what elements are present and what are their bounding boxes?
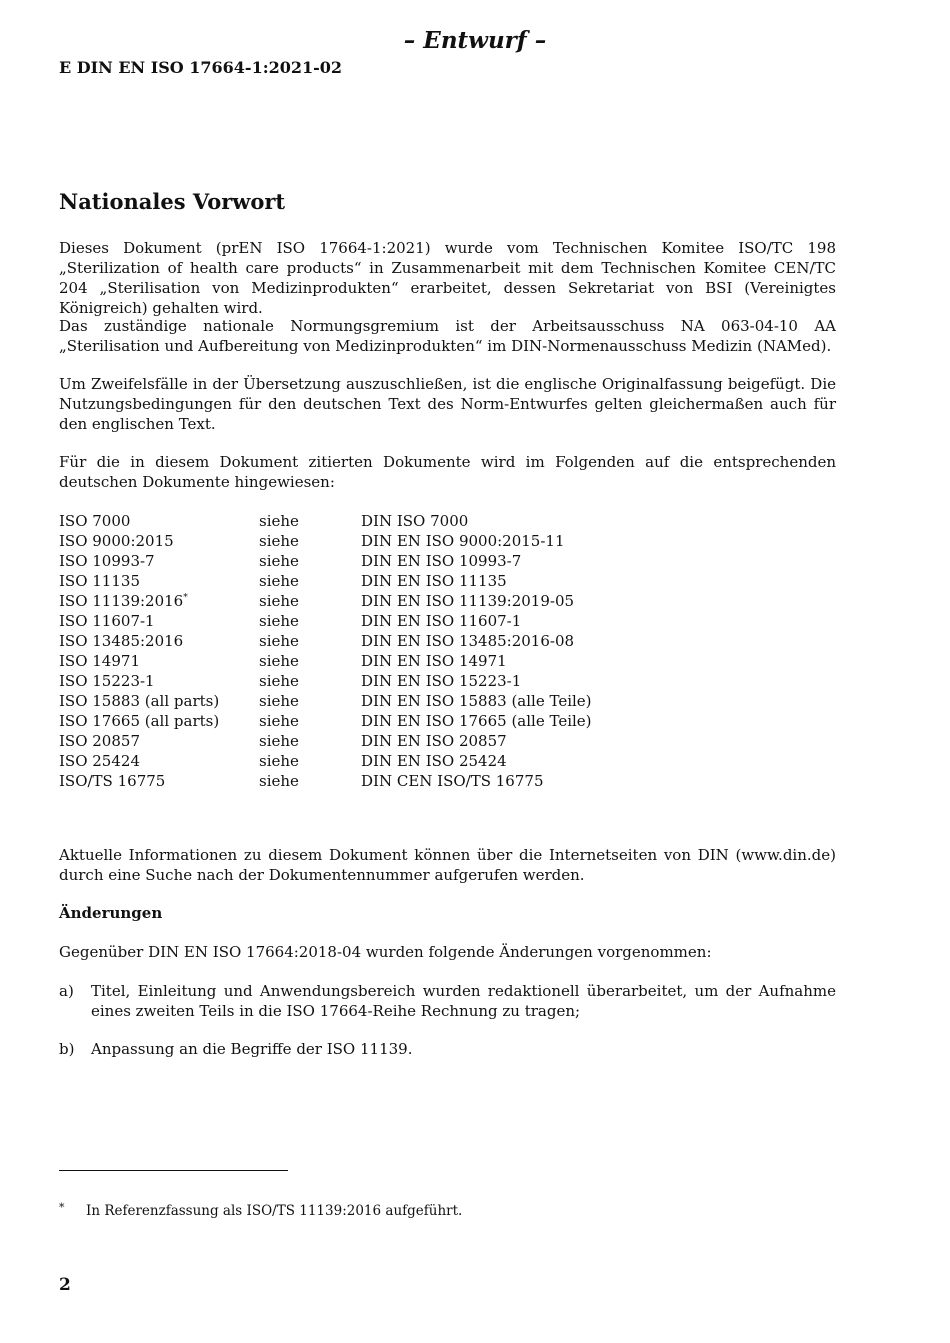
footnote-separator [59,1170,288,1171]
footnote-text: In Referenzfassung als ISO/TS 11139:2016 aufgeführt. [86,1203,463,1219]
din-reference: DIN EN ISO 25424 [361,752,507,770]
reference-row [59,531,759,551]
din-reference: DIN EN ISO 15883 (alle Teile) [361,692,592,710]
iso-reference [59,651,259,671]
iso-reference-label: ISO 7000 [59,512,131,530]
list-marker: b) [59,1040,75,1058]
din-reference: DIN EN ISO 13485:2016-08 [361,632,575,650]
footnote-marker: * [59,1201,65,1214]
see-label: siehe [259,672,299,690]
see-label: siehe [259,752,299,770]
document-id: E DIN EN ISO 17664-1:2021-02 [59,58,343,77]
din-reference: DIN CEN ISO/TS 16775 [361,772,544,790]
iso-reference-label: ISO 20857 [59,732,140,750]
list-item-text: Titel, Einleitung und Anwendungsbereich wurden redaktionell überarbeitet, um der Aufnahme eines zweiten Teils in die ISO 17664-Reihe Rechnung zu tragen; [91,982,836,1020]
see-label: siehe [259,512,299,530]
see-label: siehe [259,772,299,790]
iso-reference-label: ISO 14971 [59,652,140,670]
paragraph-translation: Um Zweifelsfälle in der Übersetzung auszuschließen, ist die englische Originalfassung beigefügt. Die Nutzungsbedingungen für den deutschen Text des Norm-Entwurfes gelten gleichermaßen auch für den englischen Text. [59,375,836,433]
paragraph-committee: Dieses Dokument (prEN ISO 17664-1:2021) wurde vom Technischen Komitee ISO/TC 198 „Sterilization of health care products“ in Zusammenarbeit mit dem Technischen Komitee CEN/TC 204 „Sterilisation von Medizinprodukten“ erarbeitet, dessen Sekretariat von BSI (Vereinigtes Königreich) gehalten wird. [59,239,836,317]
iso-reference-label: ISO 10993-7 [59,552,155,570]
paragraph-references-intro: Für die in diesem Dokument zitierten Dokumente wird im Folgenden auf die entsprechenden deutschen Dokumente hingewiesen: [59,453,836,491]
reference-row [59,711,759,731]
iso-reference [59,611,259,631]
iso-reference-label: ISO 15883 (all parts) [59,692,220,710]
paragraph-info: Aktuelle Informationen zu diesem Dokument können über die Internetseiten von DIN (www.din.de) durch eine Suche nach der Dokumentennummer aufgerufen werden. [59,846,836,884]
din-reference: DIN EN ISO 15223-1 [361,672,522,690]
iso-reference [59,531,259,551]
page-number: 2 [59,1275,71,1295]
reference-row [59,631,759,651]
iso-reference-label: ISO 15223-1 [59,672,155,690]
iso-reference [59,571,259,591]
iso-reference [59,751,259,771]
din-reference: DIN EN ISO 10993-7 [361,552,522,570]
list-item-text: Anpassung an die Begriffe der ISO 11139. [91,1040,413,1058]
reference-row [59,731,759,751]
reference-row [59,591,759,611]
see-label: siehe [259,612,299,630]
see-label: siehe [259,652,299,670]
din-reference: DIN EN ISO 14971 [361,652,507,670]
section-title: Nationales Vorwort [59,189,286,214]
reference-row [59,651,759,671]
reference-row [59,671,759,691]
see-label: siehe [259,572,299,590]
reference-row [59,751,759,771]
reference-row [59,551,759,571]
reference-row [59,691,759,711]
iso-reference [59,731,259,751]
footnote-reference: * [183,593,188,603]
iso-reference [59,711,259,731]
iso-reference-label: ISO 11135 [59,572,140,590]
see-label: siehe [259,632,299,650]
see-label: siehe [259,592,299,610]
draft-watermark: – Entwurf – [403,27,547,54]
paragraph-national-body: Das zuständige nationale Normungsgremium ist der Arbeitsausschuss NA 063-04-10 AA „Sterilisation und Aufbereitung von Medizinprodukten“ im DIN-Normenausschuss Medizin (NAMed). [59,317,836,355]
reference-table [59,511,759,791]
iso-reference [59,511,259,531]
changes-intro: Gegenüber DIN EN ISO 17664:2018-04 wurden folgende Änderungen vorgenommen: [59,943,712,961]
iso-reference [59,691,259,711]
din-reference: DIN EN ISO 17665 (alle Teile) [361,712,592,730]
iso-reference-label: ISO 17665 (all parts) [59,712,220,730]
iso-reference [59,631,259,651]
iso-reference [59,551,259,571]
list-item [59,1039,836,1059]
iso-reference-label: ISO 25424 [59,752,140,770]
iso-reference-label: ISO 9000:2015 [59,532,174,550]
din-reference: DIN EN ISO 11139:2019-05 [361,592,575,610]
see-label: siehe [259,712,299,730]
changes-heading: Änderungen [59,904,163,922]
see-label: siehe [259,692,299,710]
iso-reference [59,671,259,691]
reference-row [59,771,759,791]
din-reference: DIN EN ISO 9000:2015-11 [361,532,565,550]
list-marker: a) [59,982,74,1000]
din-reference: DIN EN ISO 11607-1 [361,612,522,630]
din-reference: DIN EN ISO 11135 [361,572,507,590]
iso-reference-label: ISO 11607-1 [59,612,155,630]
see-label: siehe [259,532,299,550]
din-reference: DIN EN ISO 20857 [361,732,507,750]
iso-reference [59,771,259,791]
list-item [59,981,836,1021]
reference-row [59,571,759,591]
iso-reference-label: ISO 11139:2016 [59,592,184,610]
see-label: siehe [259,552,299,570]
see-label: siehe [259,732,299,750]
reference-row [59,611,759,631]
iso-reference-label: ISO/TS 16775 [59,772,166,790]
iso-reference-label: ISO 13485:2016 [59,632,184,650]
iso-reference [59,591,259,611]
reference-row [59,511,759,531]
din-reference: DIN ISO 7000 [361,512,469,530]
